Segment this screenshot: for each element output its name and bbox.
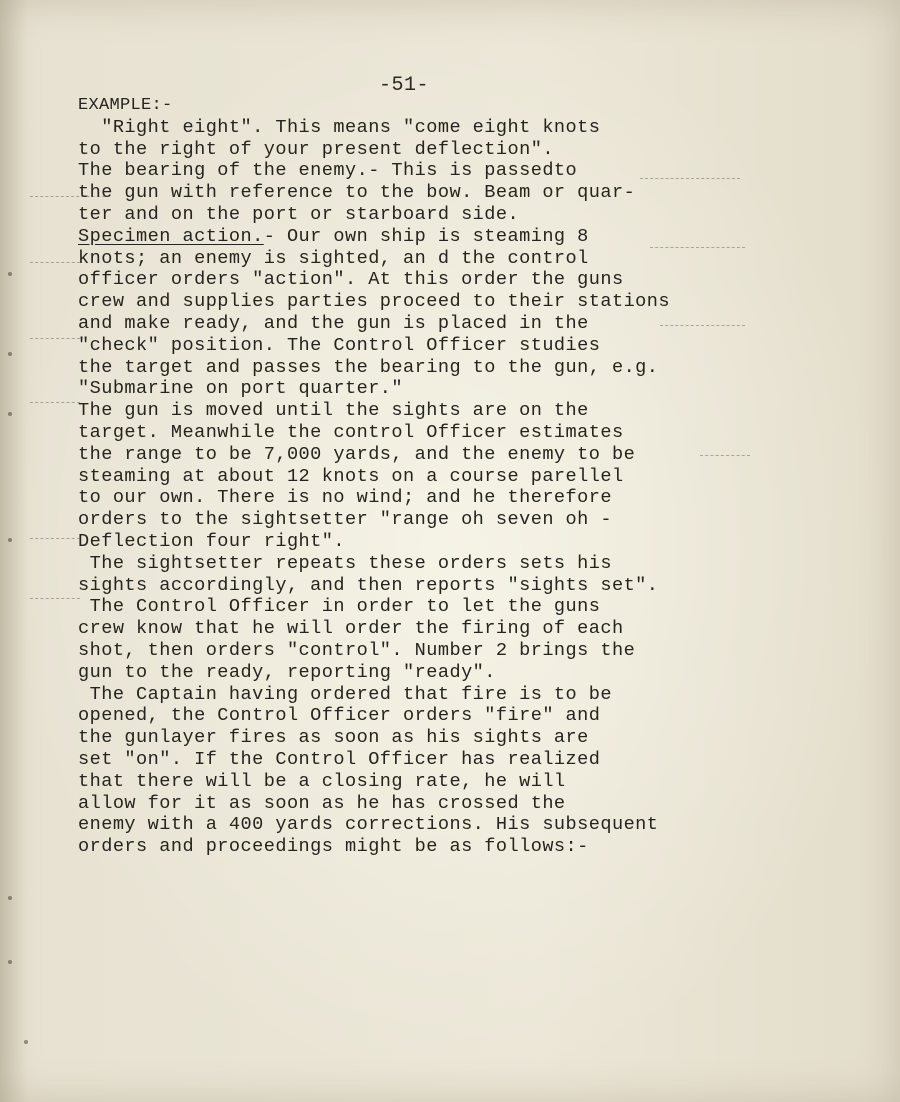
text-line: that there will be a closing rate, he will [78, 770, 566, 792]
binding-hole [8, 896, 12, 900]
bleed-through-rule [660, 325, 745, 326]
text-line: officer orders "action". At this order the guns [78, 269, 624, 291]
text-line: the target and passes the bearing to the gun, e.g. [78, 356, 659, 378]
text-line: and make ready, and the gun is placed in the [78, 312, 589, 334]
bleed-through-rule [650, 247, 745, 248]
text-line: knots; an enemy is sighted, an d the control [78, 247, 589, 269]
text-line: The bearing of the enemy.- This is passedto [78, 160, 578, 182]
bleed-through-rule [30, 598, 80, 599]
text-line: The Captain having ordered that fire is to be [78, 683, 612, 705]
text-line: crew and supplies parties proceed to their stations [78, 291, 671, 313]
text-line: "check" position. The Control Officer studies [78, 334, 601, 356]
text-line: ter and on the port or starboard side. [78, 203, 520, 225]
specimen-action-heading: Specimen action. [78, 225, 264, 247]
binding-hole [8, 272, 12, 276]
text-line: allow for it as soon as he has crossed the [78, 792, 566, 814]
text-line: the gun with reference to the bow. Beam or quar- [78, 182, 636, 204]
specimen-action-rest: - Our own ship is steaming 8 [263, 225, 589, 247]
text-line: sights accordingly, and then reports "sights set". [78, 574, 659, 596]
example-heading: EXAMPLE:- [78, 96, 173, 115]
bleed-through-rule [30, 338, 80, 339]
text-line: orders to the sightsetter "range oh seven oh - [78, 509, 612, 531]
text-line-specimen-action [78, 226, 758, 248]
text-line: crew know that he will order the firing of each [78, 618, 624, 640]
binding-hole [8, 352, 12, 356]
text-line: The sightsetter repeats these orders sets his [78, 552, 612, 574]
text-line: orders and proceedings might be as follows:- [78, 836, 589, 858]
text-line: steaming at about 12 knots on a course parellel [78, 465, 624, 487]
bleed-through-rule [700, 455, 750, 456]
text-line: the gunlayer fires as soon as his sights are [78, 727, 589, 749]
text-line: opened, the Control Officer orders "fire" and [78, 705, 601, 727]
text-line: Deflection four right". [78, 530, 345, 552]
bleed-through-rule [30, 538, 80, 539]
text-line: gun to the ready, reporting "ready". [78, 661, 496, 683]
text-line: enemy with a 400 yards corrections. His subsequent [78, 814, 659, 836]
bleed-through-rule [30, 196, 110, 197]
bleed-through-rule [30, 402, 80, 403]
text-line: The Control Officer in order to let the guns [78, 596, 601, 618]
text-line: "Right eight". This means "come eight knots [78, 116, 601, 138]
binding-hole [24, 1040, 28, 1044]
text-line: to our own. There is no wind; and he therefore [78, 487, 612, 509]
bleed-through-rule [30, 262, 80, 263]
text-line: target. Meanwhile the control Officer estimates [78, 421, 624, 443]
bleed-through-rule [640, 178, 740, 179]
text-line: shot, then orders "control". Number 2 brings the [78, 639, 636, 661]
text-line: The gun is moved until the sights are on the [78, 400, 589, 422]
page-number: -51- [379, 74, 430, 97]
text-line: to the right of your present deflection". [78, 138, 554, 160]
body-text [78, 95, 758, 858]
binding-hole [8, 412, 12, 416]
binding-hole [8, 538, 12, 542]
text-line: set "on". If the Control Officer has realized [78, 748, 601, 770]
text-line: "Submarine on port quarter." [78, 378, 404, 400]
text-line: the range to be 7,000 yards, and the enemy to be [78, 443, 636, 465]
binding-hole [8, 960, 12, 964]
